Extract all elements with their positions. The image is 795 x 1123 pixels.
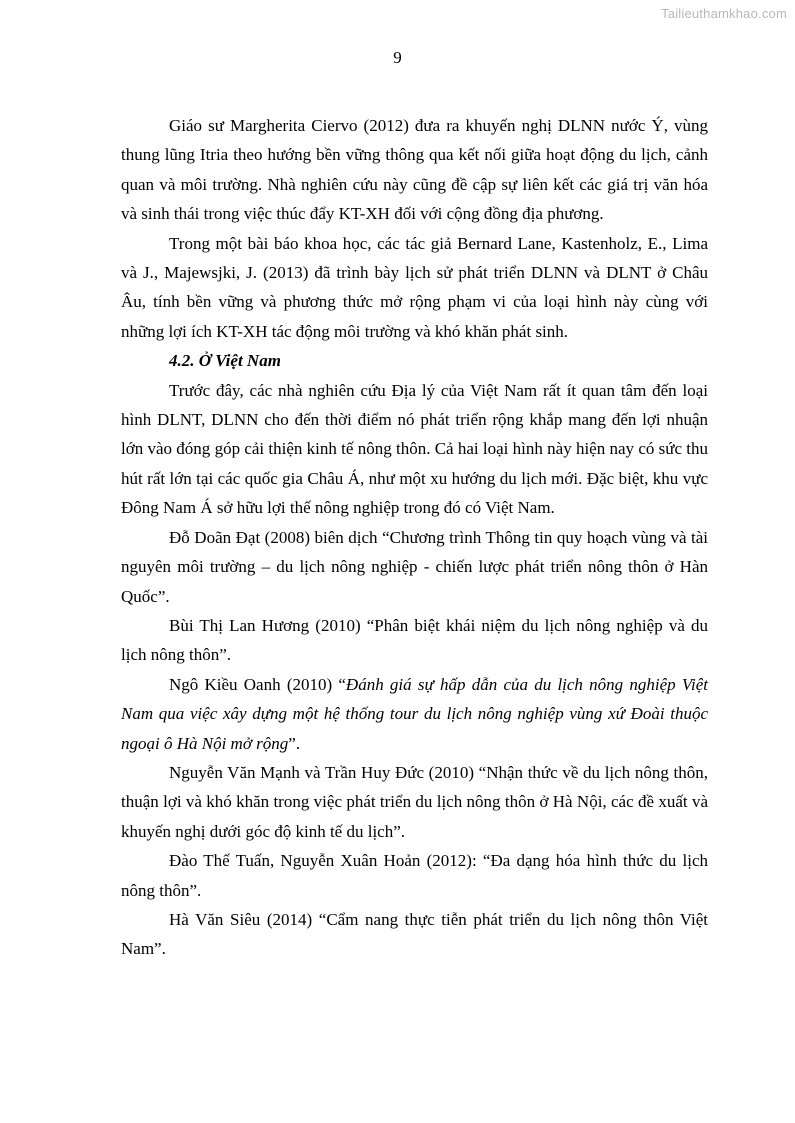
paragraph-intro: Trước đây, các nhà nghiên cứu Địa lý của Việt Nam rất ít quan tâm đến loại hình DLNT, DLNN cho đến thời điểm nó phát triển rộng khắp mang đến lợi nhuận lớn vào đóng góp cải thiện kinh tế nông thôn. Cả hai loại hình này hiện nay có sức thu hút rất lớn tại các quốc gia Châu Á, như một xu hướng du lịch mới. Đặc biệt, khu vực Đông Nam Á sở hữu lợi thế nông nghiệp trong đó có Việt Nam. [121, 380, 708, 518]
page-number: 9 [393, 48, 402, 67]
document-body [121, 111, 708, 964]
reference-oanh-title: Đánh giá sự hấp dẫn của du lịch nông nghiệp Việt Nam qua việc xây dựng một hệ thống tour du lịch nông nghiệp vùng xứ Đoài thuộc ngoại ô Hà Nội mở rộng [121, 674, 708, 753]
reference-tuan-hoan: Đào Thế Tuấn, Nguyễn Xuân Hoản (2012): “Đa dạng hóa hình thức du lịch nông thôn”. [121, 851, 708, 900]
watermark: Tailieuthamkhao.com [661, 6, 787, 21]
reference-dat: Đỗ Doãn Đạt (2008) biên dịch “Chương trình Thông tin quy hoạch vùng và tài nguyên môi trường – du lịch nông nghiệp - chiến lược phát triển nông thôn ở Hàn Quốc”. [121, 527, 708, 606]
section-heading: 4.2. Ở Việt Nam [169, 351, 281, 371]
reference-oanh [121, 670, 708, 758]
reference-oanh-end: ”. [288, 733, 301, 753]
paragraph-ciervo: Giáo sư Margherita Ciervo (2012) đưa ra khuyến nghị DLNN nước Ý, vùng thung lũng Itria theo hướng bền vững thông qua kết nối giữa hoạt động du lịch, cảnh quan và môi trường. Nhà nghiên cứu này cũng đề cập sự liên kết các giá trị văn hóa và sinh thái trong việc thúc đẩy KT-XH đối với cộng đồng địa phương. [121, 116, 708, 224]
reference-sieu: Hà Văn Siêu (2014) “Cẩm nang thực tiễn phát triển du lịch nông thôn Việt Nam”. [121, 909, 708, 959]
reference-oanh-author: Ngô Kiều Oanh (2010) “ [169, 674, 346, 694]
reference-huong: Bùi Thị Lan Hương (2010) “Phân biệt khái niệm du lịch nông nghiệp và du lịch nông thôn”. [121, 615, 708, 665]
reference-manh-duc: Nguyễn Văn Mạnh và Trần Huy Đức (2010) “Nhận thức về du lịch nông thôn, thuận lợi và khó khăn trong việc phát triển du lịch nông thôn ở Hà Nội, các đề xuất và khuyến nghị dưới góc độ kinh tế du lịch”. [121, 762, 708, 841]
paragraph-lane: Trong một bài báo khoa học, các tác giả Bernard Lane, Kastenholz, E., Lima và J., Majewsjki, J. (2013) đã trình bày lịch sử phát triển DLNN và DLNT ở Châu Âu, tính bền vững và phương thức mở rộng phạm vi của loại hình này cùng với những lợi ích KT-XH tác động môi trường và khó khăn phát sinh. [121, 233, 708, 341]
